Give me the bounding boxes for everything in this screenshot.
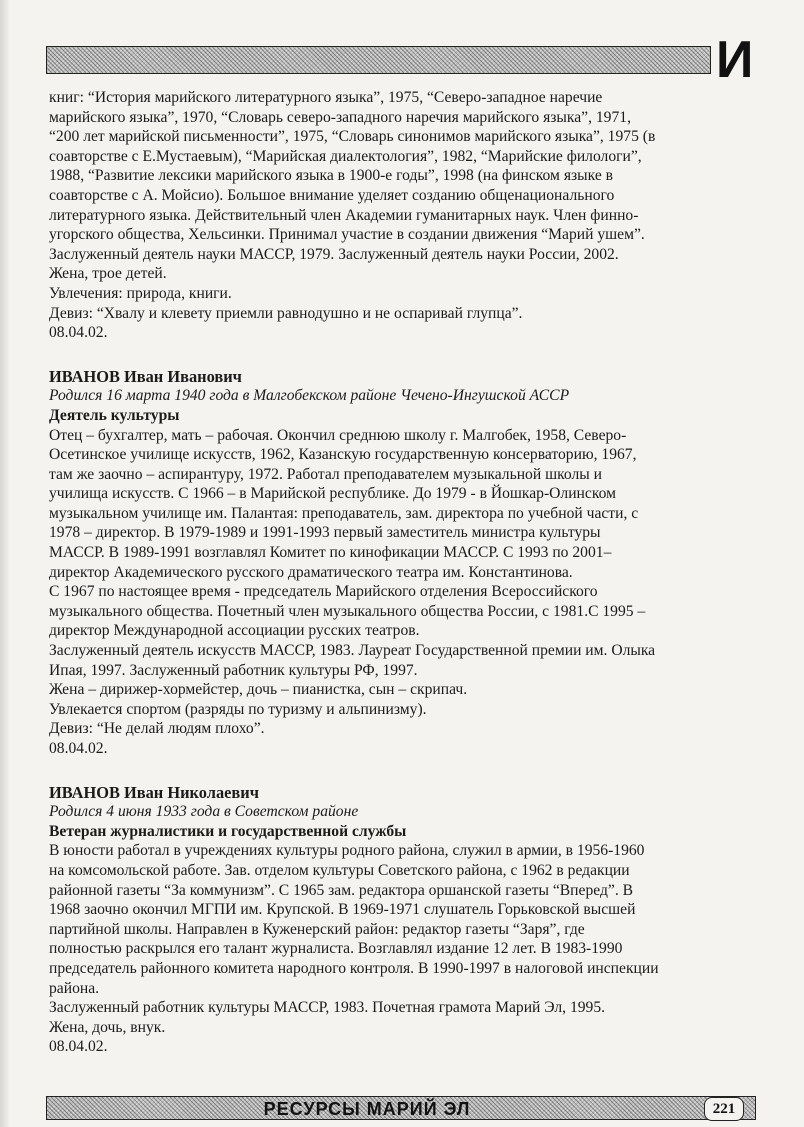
text-line: Увлекается спортом (разряды по туризму и альпинизму).	[49, 700, 427, 718]
text-line: Увлечения: природа, книги.	[49, 284, 232, 302]
text-line: 1968 заочно окончил МГПИ им. Крупской. В 1969-1971 слушатель Горьковской высшей	[49, 901, 636, 919]
text-line: Жена, дочь, внук.	[49, 1018, 166, 1036]
text-line: музыкального общества. Почетный член музыкального общества России, с 1981.С 1995 –	[49, 602, 646, 620]
text-line: Заслуженный деятель искусств МАССР, 1983. Лауреат Государственной премии им. Олыка	[49, 642, 656, 660]
entry-ivanov-ivan-ivanovich	[49, 367, 761, 759]
entry-date: 08.04.02.	[49, 324, 108, 342]
entry-birth: Родился 4 июня 1933 года в Советском районе	[49, 803, 359, 821]
text-line: районной газеты “За коммунизм”. С 1965 зам. редактора оршанской газеты “Вперед”. В	[49, 881, 634, 899]
text-line: Жена – дирижер-хормейстер, дочь – пианистка, сын – скрипач.	[49, 681, 468, 699]
section-letter: И	[716, 31, 754, 89]
text-line: училища искусств. С 1966 – в Марийской республике. До 1979 - в Йошкар-Олинском	[49, 485, 616, 503]
text-line: там же заочно – аспирантуру, 1972. Работал преподавателем музыкальной школы и	[49, 465, 602, 483]
text-line: книг: “История марийского литературного языка”, 1975, “Северо-западное наречие	[49, 89, 603, 106]
spacer	[49, 759, 761, 783]
text-line: Жена, трое детей.	[49, 265, 167, 283]
text-line: председатель районного комитета народного контроля. В 1990-1997 в налоговой инспекции	[49, 959, 659, 977]
entry-role: Ветеран журналистики и государственной службы	[49, 822, 407, 840]
entry-ivanov-ivan-nikolaevich	[49, 783, 761, 1057]
entry-name: ИВАНОВ Иван Иванович	[49, 366, 242, 386]
text-line: Заслуженный деятель науки МАССР, 1979. Заслуженный деятель науки России, 2002.	[49, 245, 619, 263]
header-bar	[46, 46, 711, 74]
page-body	[49, 88, 761, 1057]
text-line: марийского языка”, 1970, “Словарь северо-западного наречия марийского языка”, 1971,	[49, 108, 631, 126]
entry-date: 08.04.02.	[49, 1038, 108, 1056]
text-line: Осетинское училище искусств, 1962, Казанскую государственную консерваторию, 1967,	[49, 446, 637, 464]
entry-role: Деятель культуры	[49, 406, 180, 424]
text-line: С 1967 по настоящее время - председатель Марийского отделения Всероссийского	[49, 583, 598, 601]
text-line: соавторстве с А. Мойсио). Большое внимание уделяет созданию общенационального	[49, 186, 615, 204]
text-line: 1988, “Развитие лексики марийского языка в 1900-е годы”, 1998 (на финском языке в	[49, 167, 614, 185]
text-line: МАССР. В 1989-1991 возглавлял Комитет по кинофикации МАССР. С 1993 по 2001–	[49, 544, 612, 562]
text-line: директор Международной ассоциации русских театров.	[49, 622, 420, 640]
entry-name: ИВАНОВ Иван Николаевич	[49, 782, 259, 802]
text-line: 1978 – директор. В 1979-1989 и 1991-1993 первый заместитель министра культуры	[49, 524, 601, 542]
footer-bar	[46, 1096, 756, 1120]
entry-date: 08.04.02.	[49, 740, 108, 757]
text-line: партийной школы. Направлен в Куженерский район: редактор газеты “Заря”, где	[49, 920, 585, 938]
text-line: полностью раскрылся его талант журналиста. Возглавлял издание 12 лет. В 1983-1990	[49, 940, 623, 958]
text-line: района.	[49, 979, 100, 997]
text-line: литературного языка. Действительный член Академии гуманитарных наук. Член финно-	[49, 206, 639, 224]
text-line: Отец – бухгалтер, мать – рабочая. Окончил среднюю школу г. Малгобек, 1958, Северо-	[49, 426, 627, 444]
footer-title: РЕСУРСЫ МАРИЙ ЭЛ	[263, 1099, 471, 1119]
scan-shadow	[0, 0, 10, 1127]
text-line: угорского общества, Хельсинки. Принимал участие в создании движения “Марий ушем”.	[49, 226, 645, 244]
text-line: Заслуженный работник культуры МАССР, 1983. Почетная грамота Марий Эл, 1995.	[49, 999, 606, 1017]
text-line: соавторстве с Е.Мустаевым), “Марийская диалектология”, 1982, “Марийские филологи”,	[49, 147, 642, 165]
text-line: музыкальном училище им. Палантая: преподаватель, зам. директора по учебной части, с	[49, 504, 639, 522]
text-line: “200 лет марийской письменности”, 1975, “Словарь синонимов марийского языка”, 1975 (в	[49, 128, 656, 146]
text-line: В юности работал в учреждениях культуры родного района, служил в армии, в 1956-1960	[49, 842, 645, 860]
text-line: Ипая, 1997. Заслуженный работник культуры РФ, 1997.	[49, 661, 418, 679]
text-line: директор Академического русского драматического театра им. Константинова.	[49, 563, 573, 581]
entry-continuation	[49, 88, 761, 343]
text-line: Девиз: “Не делай людям плохо”.	[49, 720, 265, 738]
text-line: Девиз: “Хвалу и клевету приемли равнодушно и не оспаривай глупца”.	[49, 304, 523, 322]
entry-birth: Родился 16 марта 1940 года в Малгобекском районе Чечено-Ингушской АССР	[49, 387, 570, 405]
text-line: на комсомольской работе. Зав. отделом культуры Советского района, с 1962 в редакции	[49, 861, 630, 879]
page-number: 221	[704, 1097, 744, 1121]
spacer	[49, 343, 761, 367]
